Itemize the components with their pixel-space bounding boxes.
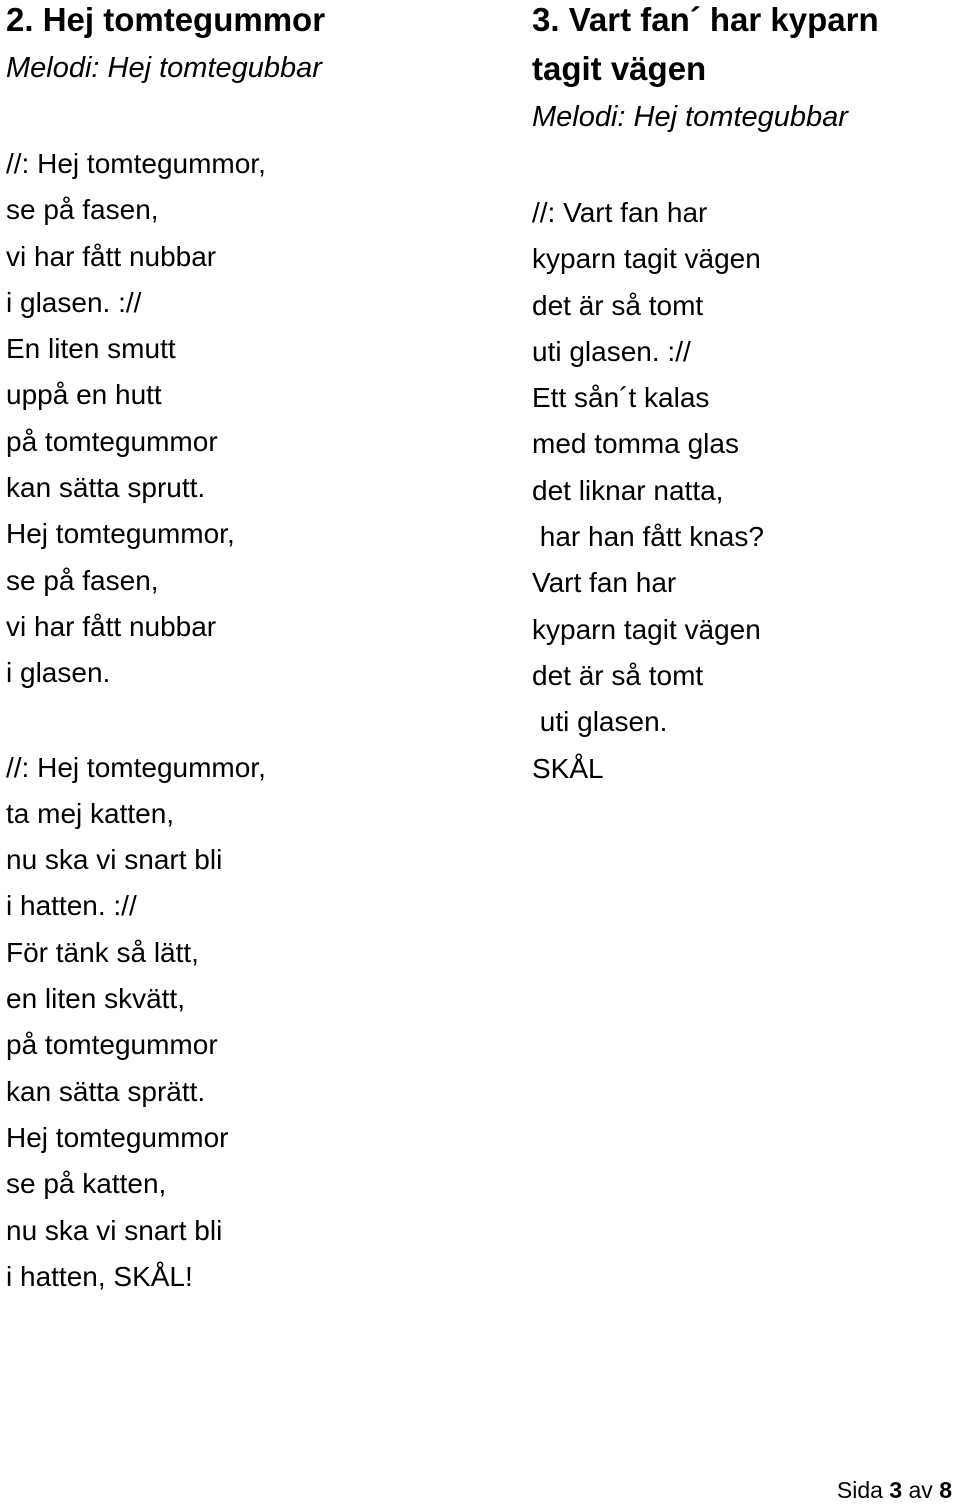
lyric-line: uti glasen.	[532, 706, 668, 738]
lyric-line: med tomma glas	[532, 428, 739, 460]
lyric-line: För tänk så lätt,	[6, 936, 199, 968]
spacer	[532, 142, 957, 190]
song-3-title-line-1: 3. Vart fan´ har kyparn	[532, 1, 879, 38]
song-3-title	[532, 0, 957, 93]
lyric-line: Ett sån´t kalas	[532, 382, 710, 414]
lyric-line: i glasen.	[6, 657, 111, 689]
song-3-title-line-2: tagit vägen	[532, 50, 707, 87]
lyric-line: kyparn tagit vägen	[532, 613, 761, 645]
lyric-line: har han fått knas?	[532, 521, 764, 553]
page-number	[837, 1475, 952, 1505]
lyric-line: nu ska vi snart bli	[6, 844, 223, 876]
lyric-line: kan sätta sprätt.	[6, 1075, 206, 1107]
lyric-line: Vart fan har	[532, 567, 677, 599]
lyric-line: //: Vart fan har	[532, 197, 708, 228]
spacer	[6, 697, 516, 745]
lyric-line: se på fasen,	[6, 194, 159, 226]
lyric-line: i glasen. ://	[6, 286, 142, 318]
lyric-line: ta mej katten,	[6, 797, 175, 829]
lyric-line: uppå en hutt	[6, 379, 162, 411]
lyric-line: kan sätta sprutt.	[6, 472, 206, 504]
lyric-line: det är så tomt	[532, 659, 704, 691]
lyric-line: //: Hej tomtegummor,	[6, 148, 266, 179]
lyric-line: en liten skvätt,	[6, 983, 185, 1015]
lyric-line: Hej tomtegummor	[6, 1121, 229, 1153]
page-number-middle: av	[902, 1477, 940, 1503]
song-3	[532, 0, 957, 792]
lyric-line: uti glasen. ://	[532, 335, 691, 367]
lyric-line: på tomtegummor	[6, 425, 218, 457]
lyric-line: i hatten. ://	[6, 890, 137, 922]
page-number-prefix: Sida	[836, 1477, 890, 1503]
lyric-line: i hatten, SKÅL!	[6, 1260, 193, 1292]
song-2	[6, 0, 516, 1300]
song-3-melody: Melodi: Hej tomtegubbar	[532, 101, 848, 133]
lyric-line: på tomtegummor	[6, 1029, 218, 1061]
song-2-verse-2	[6, 745, 516, 1301]
lyric-line: se på fasen,	[6, 564, 159, 596]
lyric-line: det liknar natta,	[532, 474, 724, 506]
page-number-total: 8	[939, 1477, 952, 1503]
lyric-line: SKÅL	[532, 752, 604, 784]
song-2-melody: Melodi: Hej tomtegubbar	[6, 52, 322, 84]
lyric-line: vi har fått nubbar	[6, 610, 217, 642]
lyric-line: det är så tomt	[532, 289, 704, 321]
song-2-verse-1	[6, 141, 516, 697]
lyric-line: se på katten,	[6, 1168, 167, 1200]
lyric-line: nu ska vi snart bli	[6, 1214, 223, 1246]
song-2-title: 2. Hej tomtegummor	[6, 1, 326, 38]
lyric-line: vi har fått nubbar	[6, 240, 217, 272]
lyric-line: En liten smutt	[6, 333, 176, 365]
lyric-line: Hej tomtegummor,	[6, 518, 235, 550]
spacer	[6, 93, 516, 141]
song-3-verse	[532, 190, 957, 792]
page-number-current: 3	[889, 1477, 903, 1503]
lyric-line: //: Hej tomtegummor,	[6, 751, 266, 783]
lyric-line: kyparn tagit vägen	[532, 243, 761, 275]
